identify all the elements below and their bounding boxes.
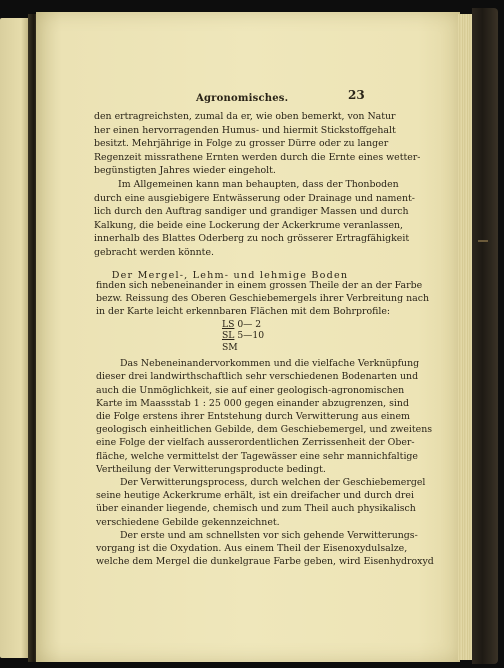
text-line: fläche, welche vermittelst der Tagewässer eine sehr mannichfaltige [96,450,418,462]
text-line: eine Folge der vielfach ausserordentlichen Zerrissenheit der Ober- [96,437,415,449]
formula-row [222,330,376,342]
cover-mark [478,240,488,242]
text-line: Im Allgemeinen kann man behaupten, dass der Thonboden [118,178,399,190]
book-cover [472,8,498,664]
formula-row [222,319,376,331]
text-line: den ertragreichsten, zumal da er, wie oben bemerkt, von Natur [94,111,396,122]
left-page-edge [0,18,30,658]
text-line: innerhalb des Blattes Oderberg zu noch grösserer Ertragfähigkeit [94,233,410,245]
paragraph-2 [94,178,415,260]
text-line: finden sich nebeneinander in einem grossen Theile der an der Farbe [96,280,423,291]
section-heading: Der Mergel-, Lehm- und lehmige Boden [111,269,349,281]
text-line: die Folge erstens ihrer Entstehung durch Verwitterung aus einem [96,410,410,422]
paragraph-1 [94,110,421,178]
paragraph-3 [96,279,429,319]
formula-value: 5—10 [237,330,265,342]
text-line: welche dem Mergel die dunkelgraue Farbe geben, wird Eisenhydroxyd [96,556,434,568]
text-line: auch die Unmöglichkeit, sie auf einer geologisch-agronomischen [96,384,405,396]
bore-profile-formula [96,319,376,354]
text-line: seine heutige Ackerkrume erhält, ist ein dreifacher und durch drei [96,490,414,502]
text-line: dieser drei landwirthschaftlich sehr verschiedenen Bodenarten und [96,371,419,383]
text-line: her einen hervorragenden Humus- und hiermit Stickstoffgehalt [94,124,396,136]
paragraph-6 [96,529,434,569]
page-number: 23 [348,88,365,102]
formula-symbol: LS [222,318,235,330]
text-line: bezw. Reissung des Oberen Geschiebemergels ihrer Verbreitung nach [96,293,429,305]
text-line: besitzt. Mehrjährige in Folge zu grosser Dürre oder zu langer [94,138,389,150]
text-line: Kalkung, die beide eine Lockerung der Ackerkrume veranlassen, [94,219,404,231]
text-line: durch eine ausgiebigere Entwässerung oder Drainage und nament- [94,192,415,204]
text-line: Vertheilung der Verwitterungsproducte bedingt. [96,463,326,475]
text-line: Der Verwitterungsprocess, durch welchen der Geschiebemergel [120,476,426,488]
text-line: vorgang ist die Oxydation. Aus einem Theil der Eisenoxydulsalze, [96,542,408,554]
page-body-bottom [96,279,434,568]
running-header: Agronomisches. [196,93,289,104]
formula-symbol: SM [222,341,238,353]
formula-symbol: SL [222,330,235,342]
text-line: Das Nebeneinandervorkommen und die vielfache Verknüpfung [120,358,420,370]
text-line: Karte im Maassstab 1 : 25 000 gegen einander abzugrenzen, sind [96,397,409,409]
text-line: über einander liegende, chemisch und zum Theil auch physikalisch [96,503,416,515]
text-line: Der erste und am schnellsten vor sich gehende Verwitterungs- [120,529,418,541]
text-line: verschiedene Gebilde gekennzeichnet. [96,516,280,528]
formula-row [222,342,376,354]
formula-value: 0— 2 [237,318,262,330]
text-line: in der Karte leicht erkennbaren Flächen mit dem Bohrprofile: [96,306,391,318]
paragraph-5 [96,476,426,529]
text-line: gebracht werden könnte. [94,246,214,258]
paragraph-4 [96,357,433,476]
text-line: geologisch einheitlichen Gebilde, dem Geschiebemergel, und zweitens [96,424,433,436]
text-line: Regenzeit missrathene Ernten werden durch die Ernte eines wetter- [94,151,421,163]
text-line: begünstigten Jahres wieder eingeholt. [94,165,276,177]
text-line: lich durch den Auftrag sandiger und grandiger Massen und durch [94,206,409,218]
